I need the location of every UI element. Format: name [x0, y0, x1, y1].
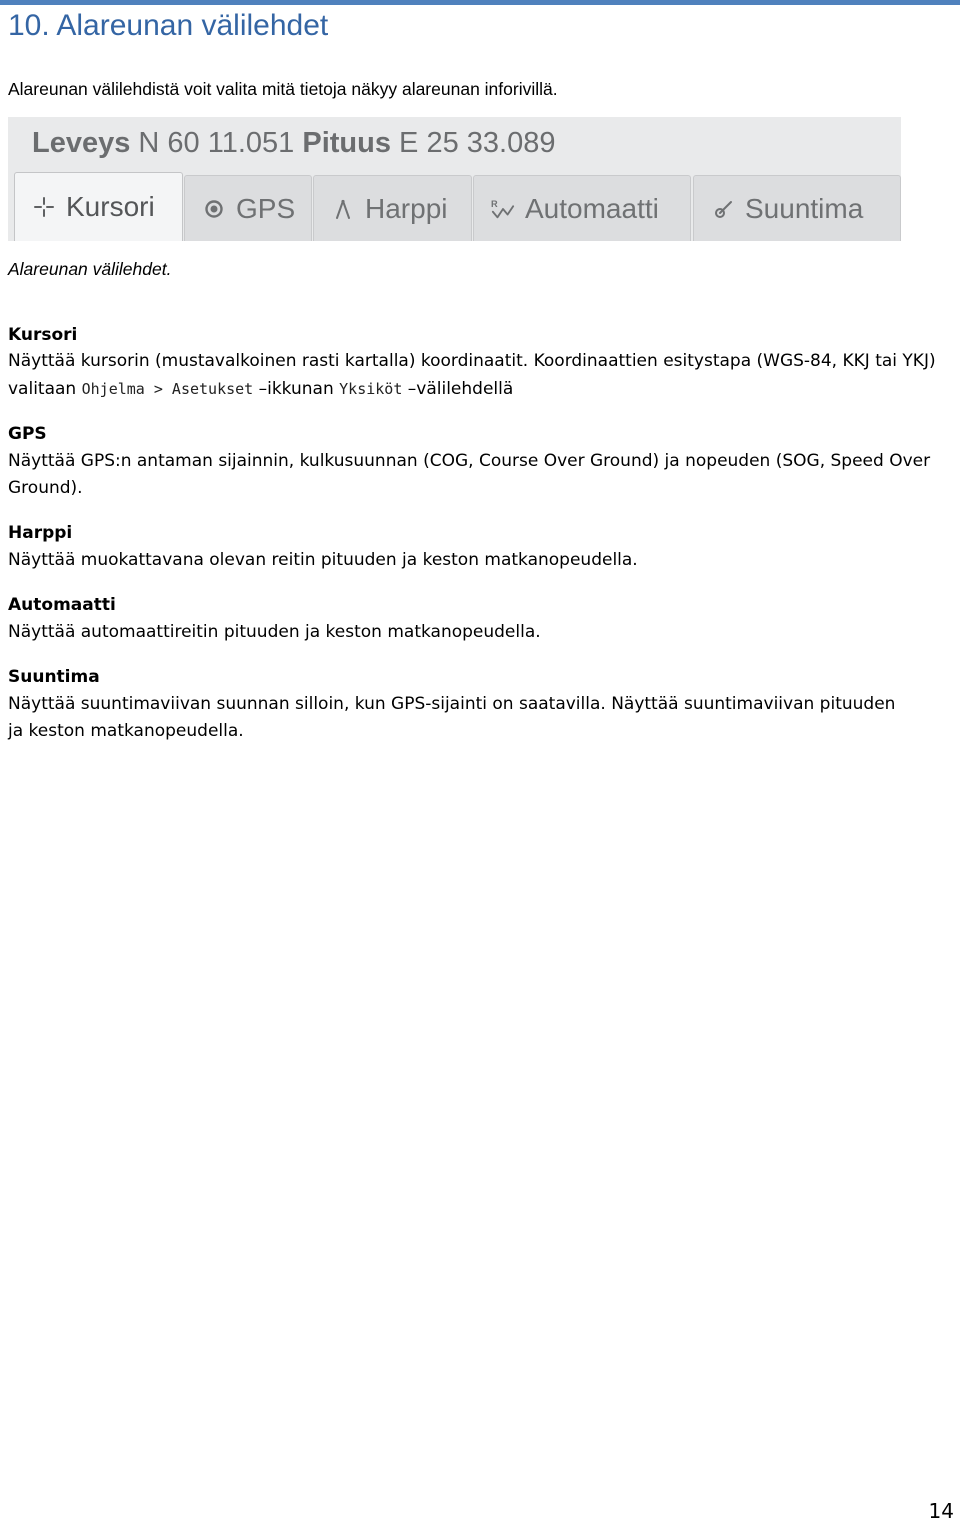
coordinate-readout — [32, 125, 555, 161]
tab-label: Harppi — [365, 192, 448, 224]
figure-caption: Alareunan välilehdet. — [8, 259, 172, 279]
text-fragment: –ikkunan — [253, 379, 340, 399]
page-number: 14 — [928, 1499, 954, 1523]
section-title-harppi: Harppi — [8, 523, 73, 543]
latitude-label: Leveys — [32, 127, 131, 159]
tab-name: Yksiköt — [339, 380, 403, 398]
gps-dot-icon — [202, 197, 226, 221]
section-text-automaatti: Näyttää automaattireitin pituuden ja keston matkanopeudella. — [8, 622, 541, 642]
section-text-kursori-line1: Näyttää kursorin (mustavalkoinen rasti kartalla) koordinaatit. Koordinaattien esitystapa (WGS-84, KKJ tai YKJ) — [8, 351, 936, 371]
menu-path: Ohjelma > Asetukset — [81, 380, 254, 398]
compass-divider-icon — [331, 197, 355, 221]
section-title-gps: GPS — [8, 424, 47, 444]
section-text-kursori-line2 — [8, 376, 513, 403]
tab-label: Suuntima — [745, 192, 864, 224]
crosshair-icon — [32, 195, 56, 219]
section-text-suuntima-line2: ja keston matkanopeudella. — [8, 721, 244, 741]
tab-harppi[interactable] — [313, 175, 472, 241]
page-title: 10. Alareunan välilehdet — [8, 9, 329, 42]
section-text-gps-line1: Näyttää GPS:n antaman sijainnin, kulkusuunnan (COG, Course Over Ground) ja nopeuden (SOG, Speed Over — [8, 451, 931, 471]
tab-automaatti[interactable] — [473, 175, 691, 241]
latitude-value: N 60 11.051 — [138, 127, 295, 159]
section-text-suuntima-line1: Näyttää suuntimaviivan suunnan silloin, kun GPS-sijainti on saatavilla. Näyttää suuntimaviivan pituuden — [8, 694, 896, 714]
tab-gps[interactable] — [184, 175, 312, 241]
tab-kursori[interactable] — [14, 172, 183, 241]
text-fragment: valitaan — [8, 379, 82, 399]
auto-route-icon — [491, 197, 515, 221]
section-title-automaatti: Automaatti — [8, 595, 116, 615]
screenshot-figure — [8, 117, 901, 241]
tab-label: Automaatti — [525, 192, 659, 224]
svg-text:R: R — [491, 198, 498, 209]
tab-label: Kursori — [66, 191, 155, 222]
section-title-kursori: Kursori — [8, 325, 78, 345]
text-fragment: –välilehdellä — [402, 379, 514, 399]
section-text-harppi: Näyttää muokattavana olevan reitin pituuden ja keston matkanopeudella. — [8, 550, 638, 570]
bearing-icon — [711, 197, 735, 221]
longitude-value: E 25 33.089 — [399, 127, 556, 159]
tab-suuntima[interactable] — [693, 175, 901, 241]
longitude-label: Pituus — [302, 127, 391, 159]
tab-label: GPS — [236, 192, 296, 224]
intro-paragraph: Alareunan välilehdistä voit valita mitä tietoja näkyy alareunan inforivillä. — [8, 79, 558, 99]
bottom-tab-bar — [8, 172, 901, 241]
section-title-suuntima: Suuntima — [8, 667, 100, 687]
section-text-gps-line2: Ground). — [8, 478, 83, 498]
header-rule — [0, 0, 960, 5]
